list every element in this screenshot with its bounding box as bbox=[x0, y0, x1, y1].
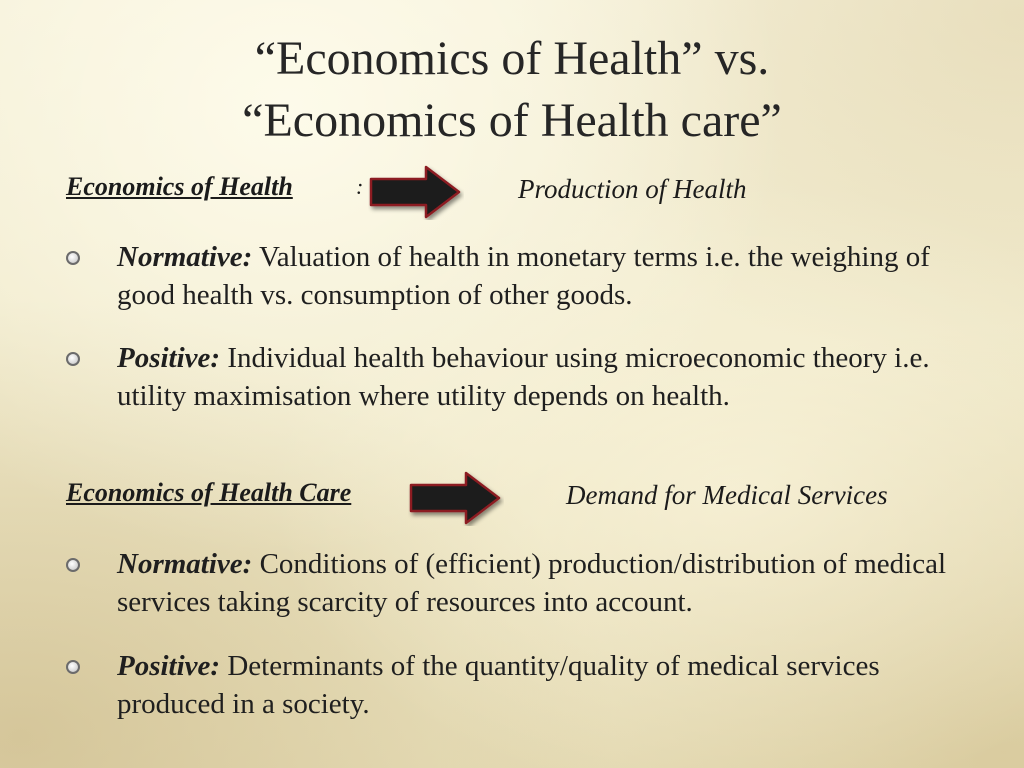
section-health-colon: : bbox=[356, 174, 364, 199]
bullet-description: Individual health behaviour using microeconomic theory i.e. utility maximisation where utility depends on health. bbox=[117, 342, 930, 412]
bullet-circle-icon bbox=[66, 352, 80, 366]
bullet-description: Determinants of the quantity/quality of medical services produced in a society. bbox=[117, 650, 880, 720]
bullet-text bbox=[117, 339, 962, 415]
bullet-term: Positive: bbox=[117, 342, 221, 374]
bullet-description: Conditions of (efficient) production/distribution of medical services taking scarcity of resources into account. bbox=[117, 548, 947, 618]
section-health-care-heading: Economics of Health Care bbox=[66, 478, 352, 507]
title-line-2: “Economics of Health care” bbox=[242, 94, 782, 147]
section-health-heading: Economics of Health bbox=[66, 172, 293, 201]
bullet-term: Normative: bbox=[117, 241, 253, 273]
bullet-description: Valuation of health in monetary terms i.e. the weighing of good health vs. consumption of other goods. bbox=[117, 241, 930, 311]
section-health-care-heading-row bbox=[66, 474, 986, 518]
title-line-1: “Economics of Health” vs. bbox=[254, 32, 770, 85]
bullet-term: Positive: bbox=[117, 650, 221, 682]
right-arrow-icon bbox=[368, 164, 464, 220]
bullet-circle-icon bbox=[66, 558, 80, 572]
bullet-text bbox=[117, 238, 962, 314]
bullet-term: Normative: bbox=[117, 548, 253, 580]
bullet-circle-icon bbox=[66, 251, 80, 265]
section-health-result: Production of Health bbox=[518, 174, 747, 204]
section-health-care-result: Demand for Medical Services bbox=[566, 480, 888, 510]
right-arrow-icon bbox=[408, 470, 504, 526]
section-health-heading-row bbox=[66, 168, 986, 212]
slide-title bbox=[0, 28, 1024, 152]
bullet-text bbox=[117, 647, 962, 723]
bullet-circle-icon bbox=[66, 660, 80, 674]
bullet-text bbox=[117, 545, 962, 621]
